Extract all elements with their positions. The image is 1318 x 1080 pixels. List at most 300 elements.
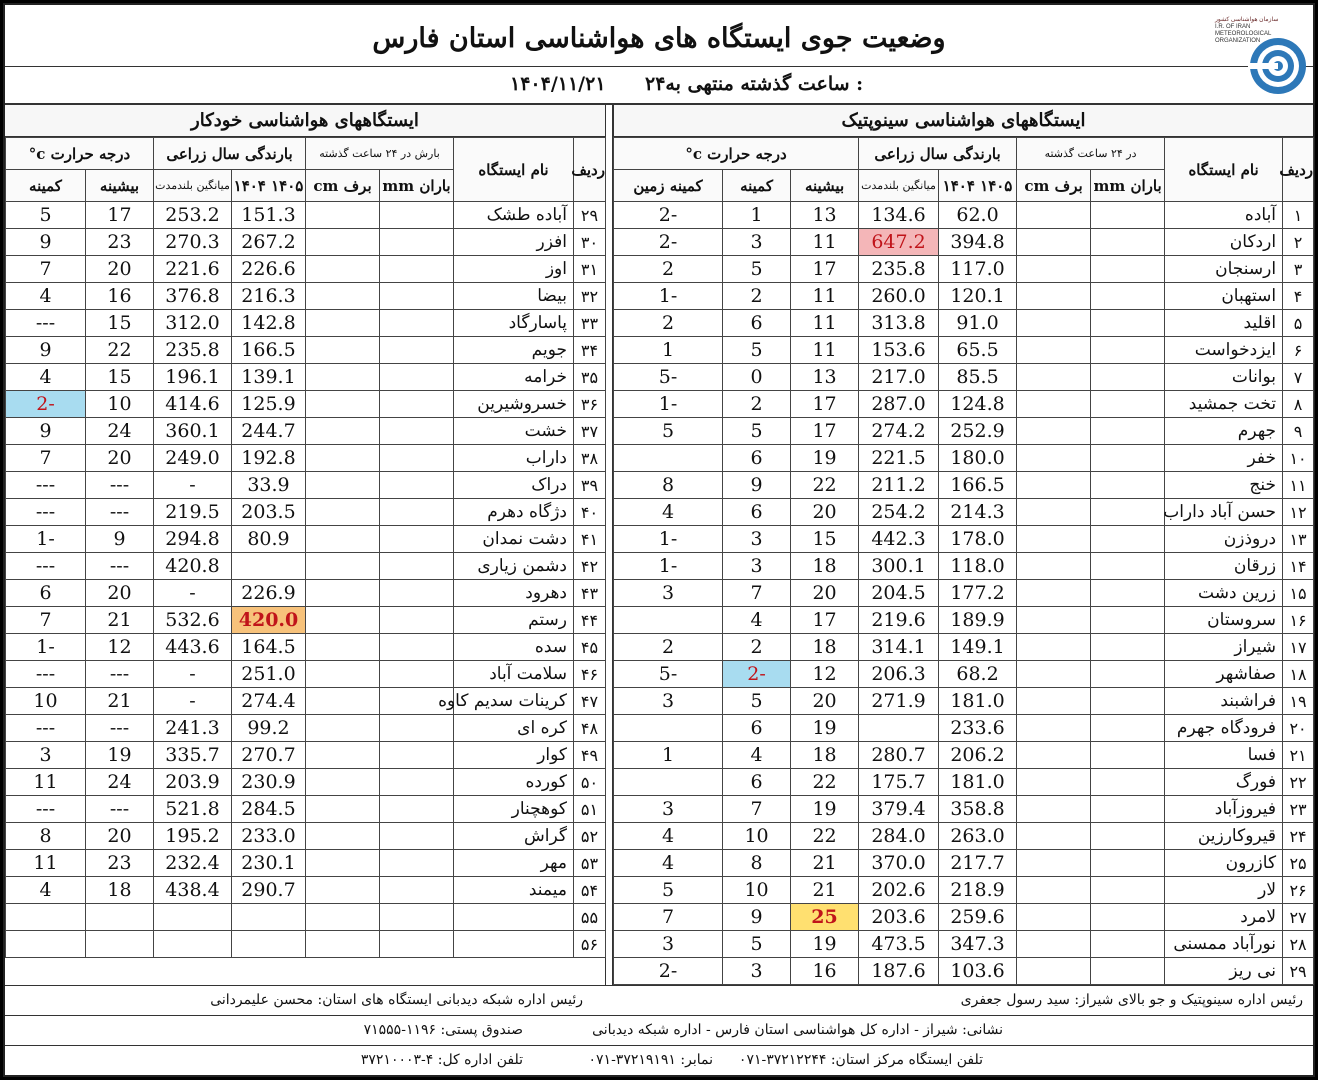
max-temp-cell: 8	[723, 850, 791, 877]
min-temp-cell: 1	[614, 337, 723, 364]
rain-cell	[380, 796, 454, 823]
station-name: فسا	[1165, 742, 1283, 769]
table-row	[614, 742, 1314, 769]
rain-cell	[1091, 661, 1165, 688]
precip-1404-cell: 521.8	[154, 796, 232, 823]
rain-cell	[380, 283, 454, 310]
longterm-avg-cell: 18	[791, 634, 859, 661]
precip-1405-cell: 118.0	[939, 553, 1017, 580]
station-name: بوانات	[1165, 364, 1283, 391]
station-name: حسن آباد داراب	[1165, 499, 1283, 526]
snow-cell	[1017, 796, 1091, 823]
row-index: ۴۱	[574, 526, 606, 553]
row-index: ۵	[1283, 310, 1314, 337]
row-index: ۴۰	[574, 499, 606, 526]
station-name: بیضا	[454, 283, 574, 310]
precip-1404-cell: 204.5	[859, 580, 939, 607]
max-temp-cell: 9	[86, 526, 154, 553]
table-row	[614, 958, 1314, 985]
weather-report-sheet	[3, 3, 1315, 1077]
snow-cell	[306, 553, 380, 580]
row-index: ۴۸	[574, 715, 606, 742]
rain-cell	[1091, 796, 1165, 823]
precip-1404-cell: 414.6	[154, 391, 232, 418]
station-name: قیروکارزین	[1165, 823, 1283, 850]
precip-1405-cell: 358.8	[939, 796, 1017, 823]
min-temp-cell: 6	[6, 580, 86, 607]
rain-cell	[1091, 526, 1165, 553]
longterm-avg-cell: 11	[791, 337, 859, 364]
snow-cell	[1017, 202, 1091, 229]
max-temp-cell: 5	[723, 418, 791, 445]
station-name: استهبان	[1165, 283, 1283, 310]
max-temp-cell: ---	[86, 715, 154, 742]
col-header-max: بیشینه	[86, 170, 154, 202]
row-index: ۶	[1283, 337, 1314, 364]
precip-1404-cell: 360.1	[154, 418, 232, 445]
max-temp-cell	[86, 931, 154, 958]
logo-text-line-4: ORGANIZATION	[1215, 38, 1261, 44]
precip-1404-cell: 206.3	[859, 661, 939, 688]
station-name: خفر	[1165, 445, 1283, 472]
snow-cell	[1017, 499, 1091, 526]
longterm-avg-cell: 15	[791, 526, 859, 553]
min-temp-cell: 2	[614, 310, 723, 337]
row-index: ۱۷	[1283, 634, 1314, 661]
precip-1404-cell: -	[154, 661, 232, 688]
longterm-avg-cell: 18	[791, 742, 859, 769]
rain-cell	[1091, 607, 1165, 634]
table-row	[614, 256, 1314, 283]
row-index: ۲۳	[1283, 796, 1314, 823]
precip-1405-cell: 226.6	[232, 256, 306, 283]
table-row	[614, 472, 1314, 499]
max-temp-cell: 4	[723, 607, 791, 634]
table-row	[6, 850, 606, 877]
precip-1404-cell: 203.9	[154, 769, 232, 796]
rain-cell	[1091, 688, 1165, 715]
longterm-avg-cell: 20	[791, 580, 859, 607]
table-row	[614, 931, 1314, 958]
snow-cell	[1017, 337, 1091, 364]
col-header-seasonal: بارندگی سال زراعی	[154, 138, 306, 170]
col-header-snow: برف cm	[306, 170, 380, 202]
col-header-name: نام ایستگاه	[454, 138, 574, 202]
max-temp-cell: 3	[723, 526, 791, 553]
max-temp-cell: 24	[86, 418, 154, 445]
rain-cell	[1091, 310, 1165, 337]
snow-cell	[1017, 418, 1091, 445]
rain-cell	[1091, 445, 1165, 472]
max-temp-cell: ---	[86, 499, 154, 526]
max-temp-cell: 7	[723, 796, 791, 823]
precip-1404-cell: 420.8	[154, 553, 232, 580]
rain-cell	[1091, 715, 1165, 742]
table-row	[614, 418, 1314, 445]
precip-1404-cell: 260.0	[859, 283, 939, 310]
snow-cell	[306, 526, 380, 553]
max-temp-cell: 2	[723, 391, 791, 418]
precip-1405-cell: 85.5	[939, 364, 1017, 391]
max-temp-cell: 4	[723, 742, 791, 769]
precip-1404-cell: 203.6	[859, 904, 939, 931]
precip-1404-cell: -	[154, 688, 232, 715]
max-temp-cell: 6	[723, 310, 791, 337]
min-temp-cell: ---	[6, 499, 86, 526]
min-temp-cell: 3	[614, 931, 723, 958]
rain-cell	[380, 553, 454, 580]
longterm-avg-cell: 25	[791, 904, 859, 931]
precip-1404-cell: 217.0	[859, 364, 939, 391]
snow-cell	[306, 418, 380, 445]
longterm-avg-cell: 17	[791, 391, 859, 418]
rain-cell	[380, 877, 454, 904]
row-index: ۳	[1283, 256, 1314, 283]
min-temp-cell: 11	[6, 769, 86, 796]
longterm-avg-cell: 13	[791, 364, 859, 391]
precip-1404-cell: 376.8	[154, 283, 232, 310]
rain-cell	[1091, 337, 1165, 364]
min-temp-cell: 9	[6, 229, 86, 256]
station-name: مهر	[454, 850, 574, 877]
snow-cell	[1017, 958, 1091, 985]
longterm-avg-cell: 17	[791, 256, 859, 283]
station-name: زرقان	[1165, 553, 1283, 580]
min-temp-cell: 4	[614, 499, 723, 526]
min-temp-cell: -1	[614, 553, 723, 580]
precip-1405-cell: 233.6	[939, 715, 1017, 742]
precip-1404-cell: 379.4	[859, 796, 939, 823]
precip-1405-cell: 181.0	[939, 688, 1017, 715]
precip-1404-cell	[154, 931, 232, 958]
table-row	[6, 526, 606, 553]
table-row	[6, 499, 606, 526]
precip-1404-cell: 532.6	[154, 607, 232, 634]
snow-cell	[1017, 715, 1091, 742]
snow-cell	[306, 580, 380, 607]
logo-text-line-1: سازمان هواشناسی کشور	[1215, 17, 1279, 23]
max-temp-cell: 20	[86, 256, 154, 283]
max-temp-cell: 15	[86, 310, 154, 337]
precip-1405-cell: 206.2	[939, 742, 1017, 769]
row-index: ۴۹	[574, 742, 606, 769]
col-header-seasonal: بارندگی سال زراعی	[859, 138, 1017, 170]
min-temp-cell: -1	[614, 391, 723, 418]
table-row	[614, 607, 1314, 634]
min-temp-cell: ---	[6, 310, 86, 337]
max-temp-cell: 6	[723, 445, 791, 472]
snow-cell	[1017, 688, 1091, 715]
rain-cell	[380, 310, 454, 337]
logo-text-line-3: METEOROLOGICAL	[1215, 31, 1272, 37]
table-row	[614, 580, 1314, 607]
precip-1404-cell: 280.7	[859, 742, 939, 769]
precip-1404-cell: 134.6	[859, 202, 939, 229]
table-row	[6, 769, 606, 796]
min-temp-cell: 10	[6, 688, 86, 715]
page-title: وضعیت جوی ایستگاه های هواشناسی استان فارس	[372, 23, 946, 54]
snow-cell	[306, 337, 380, 364]
rain-cell	[1091, 256, 1165, 283]
table-row	[6, 661, 606, 688]
precip-1405-cell	[232, 553, 306, 580]
station-name: دروذزن	[1165, 526, 1283, 553]
precip-1404-cell: 219.5	[154, 499, 232, 526]
table-row	[614, 661, 1314, 688]
row-index: ۵۵	[574, 904, 606, 931]
station-name: خرامه	[454, 364, 574, 391]
longterm-avg-cell: 19	[791, 715, 859, 742]
row-index: ۹	[1283, 418, 1314, 445]
min-temp-cell: 3	[614, 796, 723, 823]
rain-cell	[380, 364, 454, 391]
precip-1404-cell: 221.6	[154, 256, 232, 283]
min-temp-cell: 4	[6, 877, 86, 904]
min-temp-cell	[6, 931, 86, 958]
rain-cell	[380, 715, 454, 742]
snow-cell	[306, 229, 380, 256]
precip-1404-cell: 313.8	[859, 310, 939, 337]
rain-cell	[1091, 850, 1165, 877]
min-temp-cell	[614, 715, 723, 742]
table-row	[6, 634, 606, 661]
station-phone: تلفن ایستگاه مرکز استان: ۳۷۲۱۲۲۴۴-۰۷۱	[738, 1052, 983, 1068]
precip-1404-cell: 153.6	[859, 337, 939, 364]
col-header-max: بیشینه	[791, 170, 859, 202]
precip-1404-cell: 175.7	[859, 769, 939, 796]
min-temp-cell	[614, 445, 723, 472]
precip-1405-cell: 394.8	[939, 229, 1017, 256]
rain-cell	[1091, 877, 1165, 904]
station-name: دهرود	[454, 580, 574, 607]
rain-cell	[1091, 904, 1165, 931]
table-row	[6, 823, 606, 850]
rain-cell	[1091, 418, 1165, 445]
min-temp-cell: 3	[614, 688, 723, 715]
precip-1405-cell: 68.2	[939, 661, 1017, 688]
col-header-rain: باران mm	[1091, 170, 1165, 202]
col-header-temp: درجه حرارت c°	[6, 138, 154, 170]
snow-cell	[1017, 310, 1091, 337]
station-name: نورآباد ممسنی	[1165, 931, 1283, 958]
precip-1405-cell: 267.2	[232, 229, 306, 256]
min-temp-cell: 3	[614, 580, 723, 607]
station-name: دراک	[454, 472, 574, 499]
min-temp-cell: ---	[6, 796, 86, 823]
precip-1405-cell: 178.0	[939, 526, 1017, 553]
station-name: خسروشیرین	[454, 391, 574, 418]
footer-row-address	[5, 1015, 1313, 1045]
precip-1405-cell: 214.3	[939, 499, 1017, 526]
max-temp-cell: 22	[86, 337, 154, 364]
snow-cell	[1017, 769, 1091, 796]
row-index: ۷	[1283, 364, 1314, 391]
max-temp-cell: 6	[723, 499, 791, 526]
table-row	[6, 580, 606, 607]
snow-cell	[1017, 661, 1091, 688]
precip-1404-cell: 335.7	[154, 742, 232, 769]
row-index: ۲۵	[1283, 850, 1314, 877]
row-index: ۳۹	[574, 472, 606, 499]
table-row	[6, 715, 606, 742]
station-name: ایزدخواست	[1165, 337, 1283, 364]
table-row	[614, 769, 1314, 796]
station-name: اوز	[454, 256, 574, 283]
synoptic-section-title: ایستگاههای هواشناسی سینوپتیک	[613, 105, 1313, 137]
min-temp-cell: -5	[614, 661, 723, 688]
station-name: سلامت آباد	[454, 661, 574, 688]
snow-cell	[306, 364, 380, 391]
snow-cell	[1017, 526, 1091, 553]
table-row	[614, 634, 1314, 661]
precip-1404-cell: 271.9	[859, 688, 939, 715]
longterm-avg-cell: 11	[791, 229, 859, 256]
precip-1404-cell: 254.2	[859, 499, 939, 526]
row-index: ۴۵	[574, 634, 606, 661]
rain-cell	[380, 256, 454, 283]
snow-cell	[306, 715, 380, 742]
fax: نمابر: ۳۷۲۱۹۱۹۱-۰۷۱	[588, 1052, 713, 1068]
precip-1404-cell: 221.5	[859, 445, 939, 472]
table-row	[6, 229, 606, 256]
rain-cell	[380, 850, 454, 877]
longterm-avg-cell: 11	[791, 310, 859, 337]
precip-1404-cell: 312.0	[154, 310, 232, 337]
longterm-avg-cell: 11	[791, 283, 859, 310]
snow-cell	[306, 202, 380, 229]
station-name: لامرد	[1165, 904, 1283, 931]
longterm-avg-cell: 16	[791, 958, 859, 985]
station-name: سروستان	[1165, 607, 1283, 634]
min-temp-cell: 9	[6, 418, 86, 445]
row-index: ۱۸	[1283, 661, 1314, 688]
precip-1405-cell: 91.0	[939, 310, 1017, 337]
max-temp-cell: 12	[86, 634, 154, 661]
precip-1404-cell: 294.8	[154, 526, 232, 553]
office-phone: تلفن اداره کل: ۴-۳۷۲۱۰۰۰۳	[360, 1052, 523, 1068]
precip-1404-cell: 249.0	[154, 445, 232, 472]
precip-1405-cell: 166.5	[939, 472, 1017, 499]
precip-1404-cell	[859, 715, 939, 742]
snow-cell	[306, 823, 380, 850]
snow-cell	[1017, 742, 1091, 769]
row-index: ۱۵	[1283, 580, 1314, 607]
date-row	[5, 67, 1313, 105]
min-temp-cell: ---	[6, 553, 86, 580]
precip-1405-cell: 230.9	[232, 769, 306, 796]
station-name: کورده	[454, 769, 574, 796]
max-temp-cell: 6	[723, 715, 791, 742]
station-name: دشمن زیاری	[454, 553, 574, 580]
precip-1404-cell: 196.1	[154, 364, 232, 391]
max-temp-cell: 20	[86, 445, 154, 472]
col-header-snow: برف cm	[1017, 170, 1091, 202]
precip-1405-cell: 226.9	[232, 580, 306, 607]
snow-cell	[306, 688, 380, 715]
rain-cell	[380, 904, 454, 931]
precip-1405-cell: 290.7	[232, 877, 306, 904]
precip-1404-cell: 647.2	[859, 229, 939, 256]
precip-1405-cell: 189.9	[939, 607, 1017, 634]
min-temp-cell: 2	[614, 256, 723, 283]
row-index: ۴۲	[574, 553, 606, 580]
min-temp-cell: 7	[6, 607, 86, 634]
station-name: میمند	[454, 877, 574, 904]
snow-cell	[306, 796, 380, 823]
table-row	[6, 337, 606, 364]
snow-cell	[1017, 580, 1091, 607]
precip-1405-cell: 217.7	[939, 850, 1017, 877]
precip-1404-cell: 235.8	[859, 256, 939, 283]
row-index: ۵۱	[574, 796, 606, 823]
precip-1405-cell: 149.1	[939, 634, 1017, 661]
table-row	[6, 931, 606, 958]
row-index: ۱	[1283, 202, 1314, 229]
max-temp-cell: 23	[86, 229, 154, 256]
precip-1405-cell: 151.3	[232, 202, 306, 229]
rain-cell	[380, 391, 454, 418]
rain-cell	[380, 634, 454, 661]
snow-cell	[1017, 823, 1091, 850]
row-index: ۵۴	[574, 877, 606, 904]
station-name: شیراز	[1165, 634, 1283, 661]
table-row	[6, 202, 606, 229]
station-name: جویم	[454, 337, 574, 364]
station-name: رستم	[454, 607, 574, 634]
snow-cell	[306, 607, 380, 634]
precip-1405-cell: 181.0	[939, 769, 1017, 796]
snow-cell	[306, 931, 380, 958]
synoptic-head: رئیس اداره سینوپتیک و جو بالای شیراز: سید رسول جعفری	[960, 992, 1303, 1008]
row-index: ۳۱	[574, 256, 606, 283]
row-index: ۲۹	[574, 202, 606, 229]
snow-cell	[1017, 472, 1091, 499]
precip-1405-cell: 124.8	[939, 391, 1017, 418]
longterm-avg-cell: 21	[791, 877, 859, 904]
date-label: ۲۴ساعت گذشته منتهی به :	[645, 73, 864, 95]
precip-1404-cell: 195.2	[154, 823, 232, 850]
automatic-section-title: ایستگاههای هواشناسی خودکار	[5, 105, 605, 137]
rain-cell	[1091, 580, 1165, 607]
precip-1405-cell: 166.5	[232, 337, 306, 364]
station-name	[454, 904, 574, 931]
min-temp-cell: -2	[614, 229, 723, 256]
precip-1405-cell: 251.0	[232, 661, 306, 688]
precip-1405-cell: 120.1	[939, 283, 1017, 310]
precip-1405-cell: 142.8	[232, 310, 306, 337]
precip-1405-cell: 203.5	[232, 499, 306, 526]
precip-1405-cell: 244.7	[232, 418, 306, 445]
col-header-precip24: بارش در ۲۴ ساعت گذشته	[306, 138, 454, 170]
station-name: فرودگاه جهرم	[1165, 715, 1283, 742]
row-index: ۴۴	[574, 607, 606, 634]
station-name: فیروزآباد	[1165, 796, 1283, 823]
table-row	[6, 283, 606, 310]
precip-1405-cell: 103.6	[939, 958, 1017, 985]
table-row	[6, 904, 606, 931]
min-temp-cell: ---	[6, 715, 86, 742]
snow-cell	[306, 904, 380, 931]
col-header-name: نام ایستگاه	[1165, 138, 1283, 202]
precip-1405-cell: 177.2	[939, 580, 1017, 607]
precip-1405-cell: 233.0	[232, 823, 306, 850]
table-row	[614, 391, 1314, 418]
min-temp-cell: 11	[6, 850, 86, 877]
precip-1405-cell: 125.9	[232, 391, 306, 418]
row-index: ۳۴	[574, 337, 606, 364]
col-header-temp: درجه حرارت c°	[614, 138, 859, 170]
rain-cell	[380, 607, 454, 634]
